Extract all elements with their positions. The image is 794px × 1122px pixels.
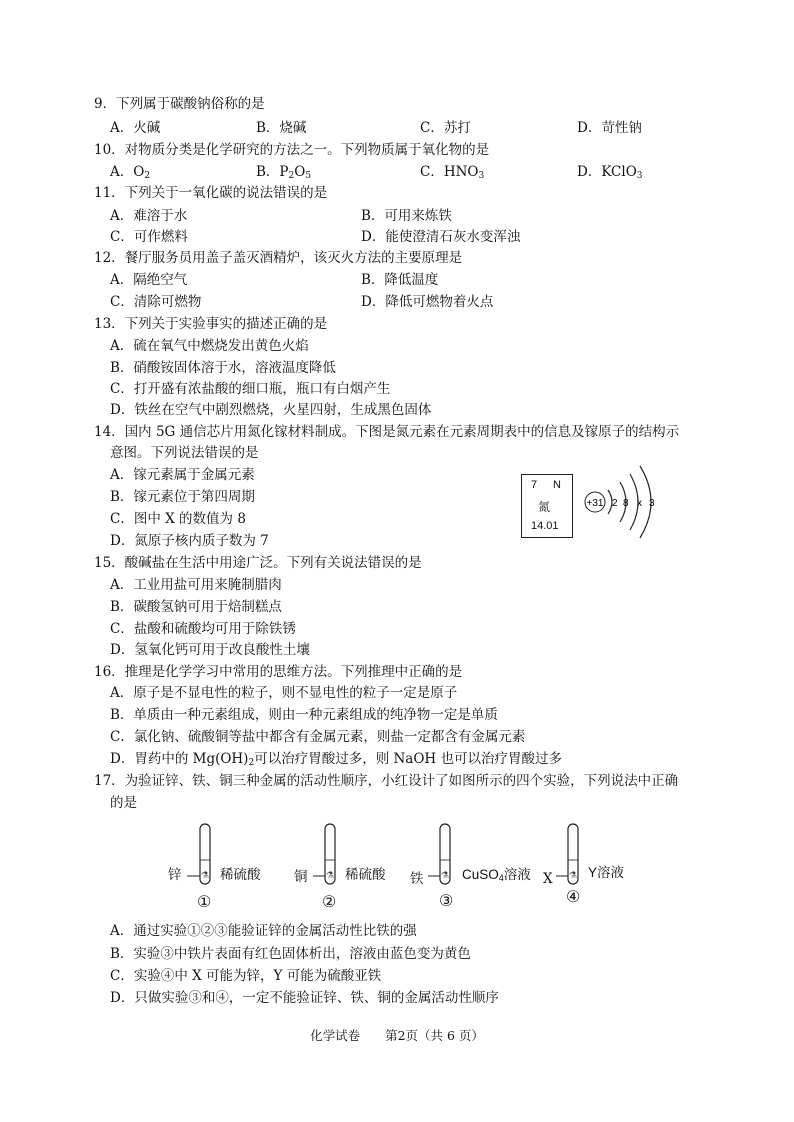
experiment-4-solution: Y溶液 <box>588 865 625 880</box>
question-14-option-d: D．氮原子核内质子数为 7 <box>110 533 269 549</box>
experiment-1-number: ① <box>197 892 212 911</box>
question-12-option-b: B．降低温度 <box>361 272 439 288</box>
test-tube-1 <box>187 824 210 884</box>
experiment-4-metal: X <box>543 871 553 887</box>
question-14-stem-line2: 意图。下列说法错误的是 <box>110 445 259 461</box>
experiment-2-metal: 铜 <box>294 869 308 885</box>
element-symbol: N <box>553 479 561 491</box>
experiment-3-metal: 铁 <box>410 871 424 887</box>
question-9-option-a: A．火碱 <box>110 120 161 136</box>
question-17-option-b: B．实验③中铁片表面有红色固体析出，溶液由蓝色变为黄色 <box>110 946 471 962</box>
experiment-2-number: ② <box>322 892 337 911</box>
question-13-option-c: C．打开盛有浓盐酸的细口瓶，瓶口有白烟产生 <box>110 381 391 397</box>
question-17-stem-line2: 的是 <box>110 795 137 811</box>
question-17-stem-line1: 17．为验证锌、铁、铜三种金属的活动性顺序，小红设计了如图所示的四个实验，下列说法中正确 <box>94 773 679 789</box>
question-14-option-c: C．图中 X 的数值为 8 <box>110 511 246 527</box>
question-13-option-b: B．硝酸铵固体溶于水，溶液温度降低 <box>110 360 336 376</box>
question-9-stem: 9．下列属于碳酸钠俗称的是 <box>94 96 265 112</box>
test-tube-3 <box>428 824 450 884</box>
gallium-atom-diagram <box>580 452 680 552</box>
experiment-3-solution: CuSO$_4$溶液 <box>462 867 531 883</box>
question-11-option-c: C．可作燃料 <box>110 229 188 245</box>
nucleus-charge: +31 <box>586 498 604 509</box>
svg-text:⚗: ⚗ <box>440 871 450 881</box>
question-10-stem: 10．对物质分类是化学研究的方法之一。下列物质属于氧化物的是 <box>94 142 490 158</box>
test-tube-4 <box>556 824 578 884</box>
question-12-option-a: A．隔绝空气 <box>110 272 188 288</box>
experiment-1-metal: 锌 <box>168 867 182 883</box>
question-15-option-d: D．氢氧化钙可用于改良酸性土壤 <box>110 642 310 658</box>
question-10-option-b: B．$P_2O_5$ <box>256 164 312 181</box>
question-16-option-d: D．胃药中的 $Mg(OH)_2$可以治疗胃酸过多，则 NaOH 也可以治疗胃酸过多 <box>110 751 562 768</box>
question-14-option-a: A．镓元素属于金属元素 <box>110 467 255 483</box>
shell-1-electrons: 2 <box>612 498 618 509</box>
question-16-option-a: A．原子是不显电性的粒子，则不显电性的粒子一定是原子 <box>110 685 458 701</box>
question-9-option-c: C．苏打 <box>420 120 471 136</box>
question-12-option-d: D．降低可燃物着火点 <box>361 294 494 310</box>
question-15-stem: 15．酸碱盐在生活中用途广泛。下列有关说法错误的是 <box>94 555 422 571</box>
element-atomic-mass: 14.01 <box>531 520 559 532</box>
question-16-stem: 16．推理是化学学习中常用的思维方法。下列推理中正确的是 <box>94 664 463 680</box>
experiment-3-number: ③ <box>439 891 454 910</box>
svg-text:⚗: ⚗ <box>200 871 210 881</box>
element-atomic-number: 7 <box>531 479 538 491</box>
question-10-option-a: A．$O_2$ <box>110 164 151 181</box>
question-10-option-c: C．$HNO_3$ <box>420 164 485 181</box>
question-11-option-a: A．难溶于水 <box>110 208 188 224</box>
svg-text:⚗: ⚗ <box>568 871 578 881</box>
question-17-option-d: D．只做实验③和④，一定不能验证锌、铁、铜的金属活动性顺序 <box>110 990 499 1006</box>
element-name: 氮 <box>538 500 551 514</box>
shell-4-electrons: 3 <box>649 498 655 509</box>
experiment-4-number: ④ <box>566 887 581 906</box>
test-tube-2 <box>313 824 335 884</box>
question-12-option-c: C．清除可燃物 <box>110 294 202 310</box>
question-12-stem: 12．餐厅服务员用盖子盖灭酒精炉，该灭火方法的主要原理是 <box>94 250 463 266</box>
question-11-option-b: B．可用来炼铁 <box>361 208 452 224</box>
question-15-option-a: A．工业用盐可用来腌制腊肉 <box>110 577 282 593</box>
question-13-stem: 13．下列关于实验事实的描述正确的是 <box>94 316 328 332</box>
question-9-option-d: D．苛性钠 <box>577 120 642 136</box>
question-16-option-c: C．氯化钠、硫酸铜等盐中都含有金属元素，则盐一定都含有金属元素 <box>110 729 526 745</box>
question-17-option-a: A．通过实验①②③能验证锌的金属活动性比铁的强 <box>110 923 417 939</box>
question-14-option-b: B．镓元素位于第四周期 <box>110 489 255 505</box>
question-11-stem: 11．下列关于一氧化碳的说法错误的是 <box>94 185 328 201</box>
question-15-option-b: B．碳酸氢钠可用于焙制糕点 <box>110 599 282 615</box>
nitrogen-element-card <box>521 474 573 538</box>
question-14-stem-line1: 14．国内 5G 通信芯片用氮化镓材料制成。下图是氮元素在元素周期表中的信息及镓原子的结构示 <box>94 424 680 440</box>
question-16-option-b: B．单质由一种元素组成，则由一种元素组成的纯净物一定是单质 <box>110 707 498 723</box>
question-13-option-a: A．硫在氧气中燃烧发出黄色火焰 <box>110 338 309 354</box>
experiment-2-solution: 稀硫酸 <box>345 867 386 882</box>
page-footer: 化学试卷 第2页（共 6 页） <box>310 1028 484 1043</box>
question-13-option-d: D．铁丝在空气中剧烈燃烧，火星四射，生成黑色固体 <box>110 402 432 418</box>
question-17-option-c: C．实验④中 X 可能为锌，Y 可能为硫酸亚铁 <box>110 968 382 984</box>
experiment-1-solution: 稀硫酸 <box>220 867 261 882</box>
svg-text:⚗: ⚗ <box>325 871 335 881</box>
question-9-option-b: B．烧碱 <box>256 120 307 136</box>
question-15-option-c: C．盐酸和硫酸均可用于除铁锈 <box>110 621 296 637</box>
question-11-option-d: D．能使澄清石灰水变浑浊 <box>361 229 521 245</box>
shell-3-electrons: x <box>637 498 642 509</box>
shell-2-electrons: 8 <box>623 498 629 509</box>
question-10-option-d: D．KClO$_3$ <box>577 164 643 181</box>
